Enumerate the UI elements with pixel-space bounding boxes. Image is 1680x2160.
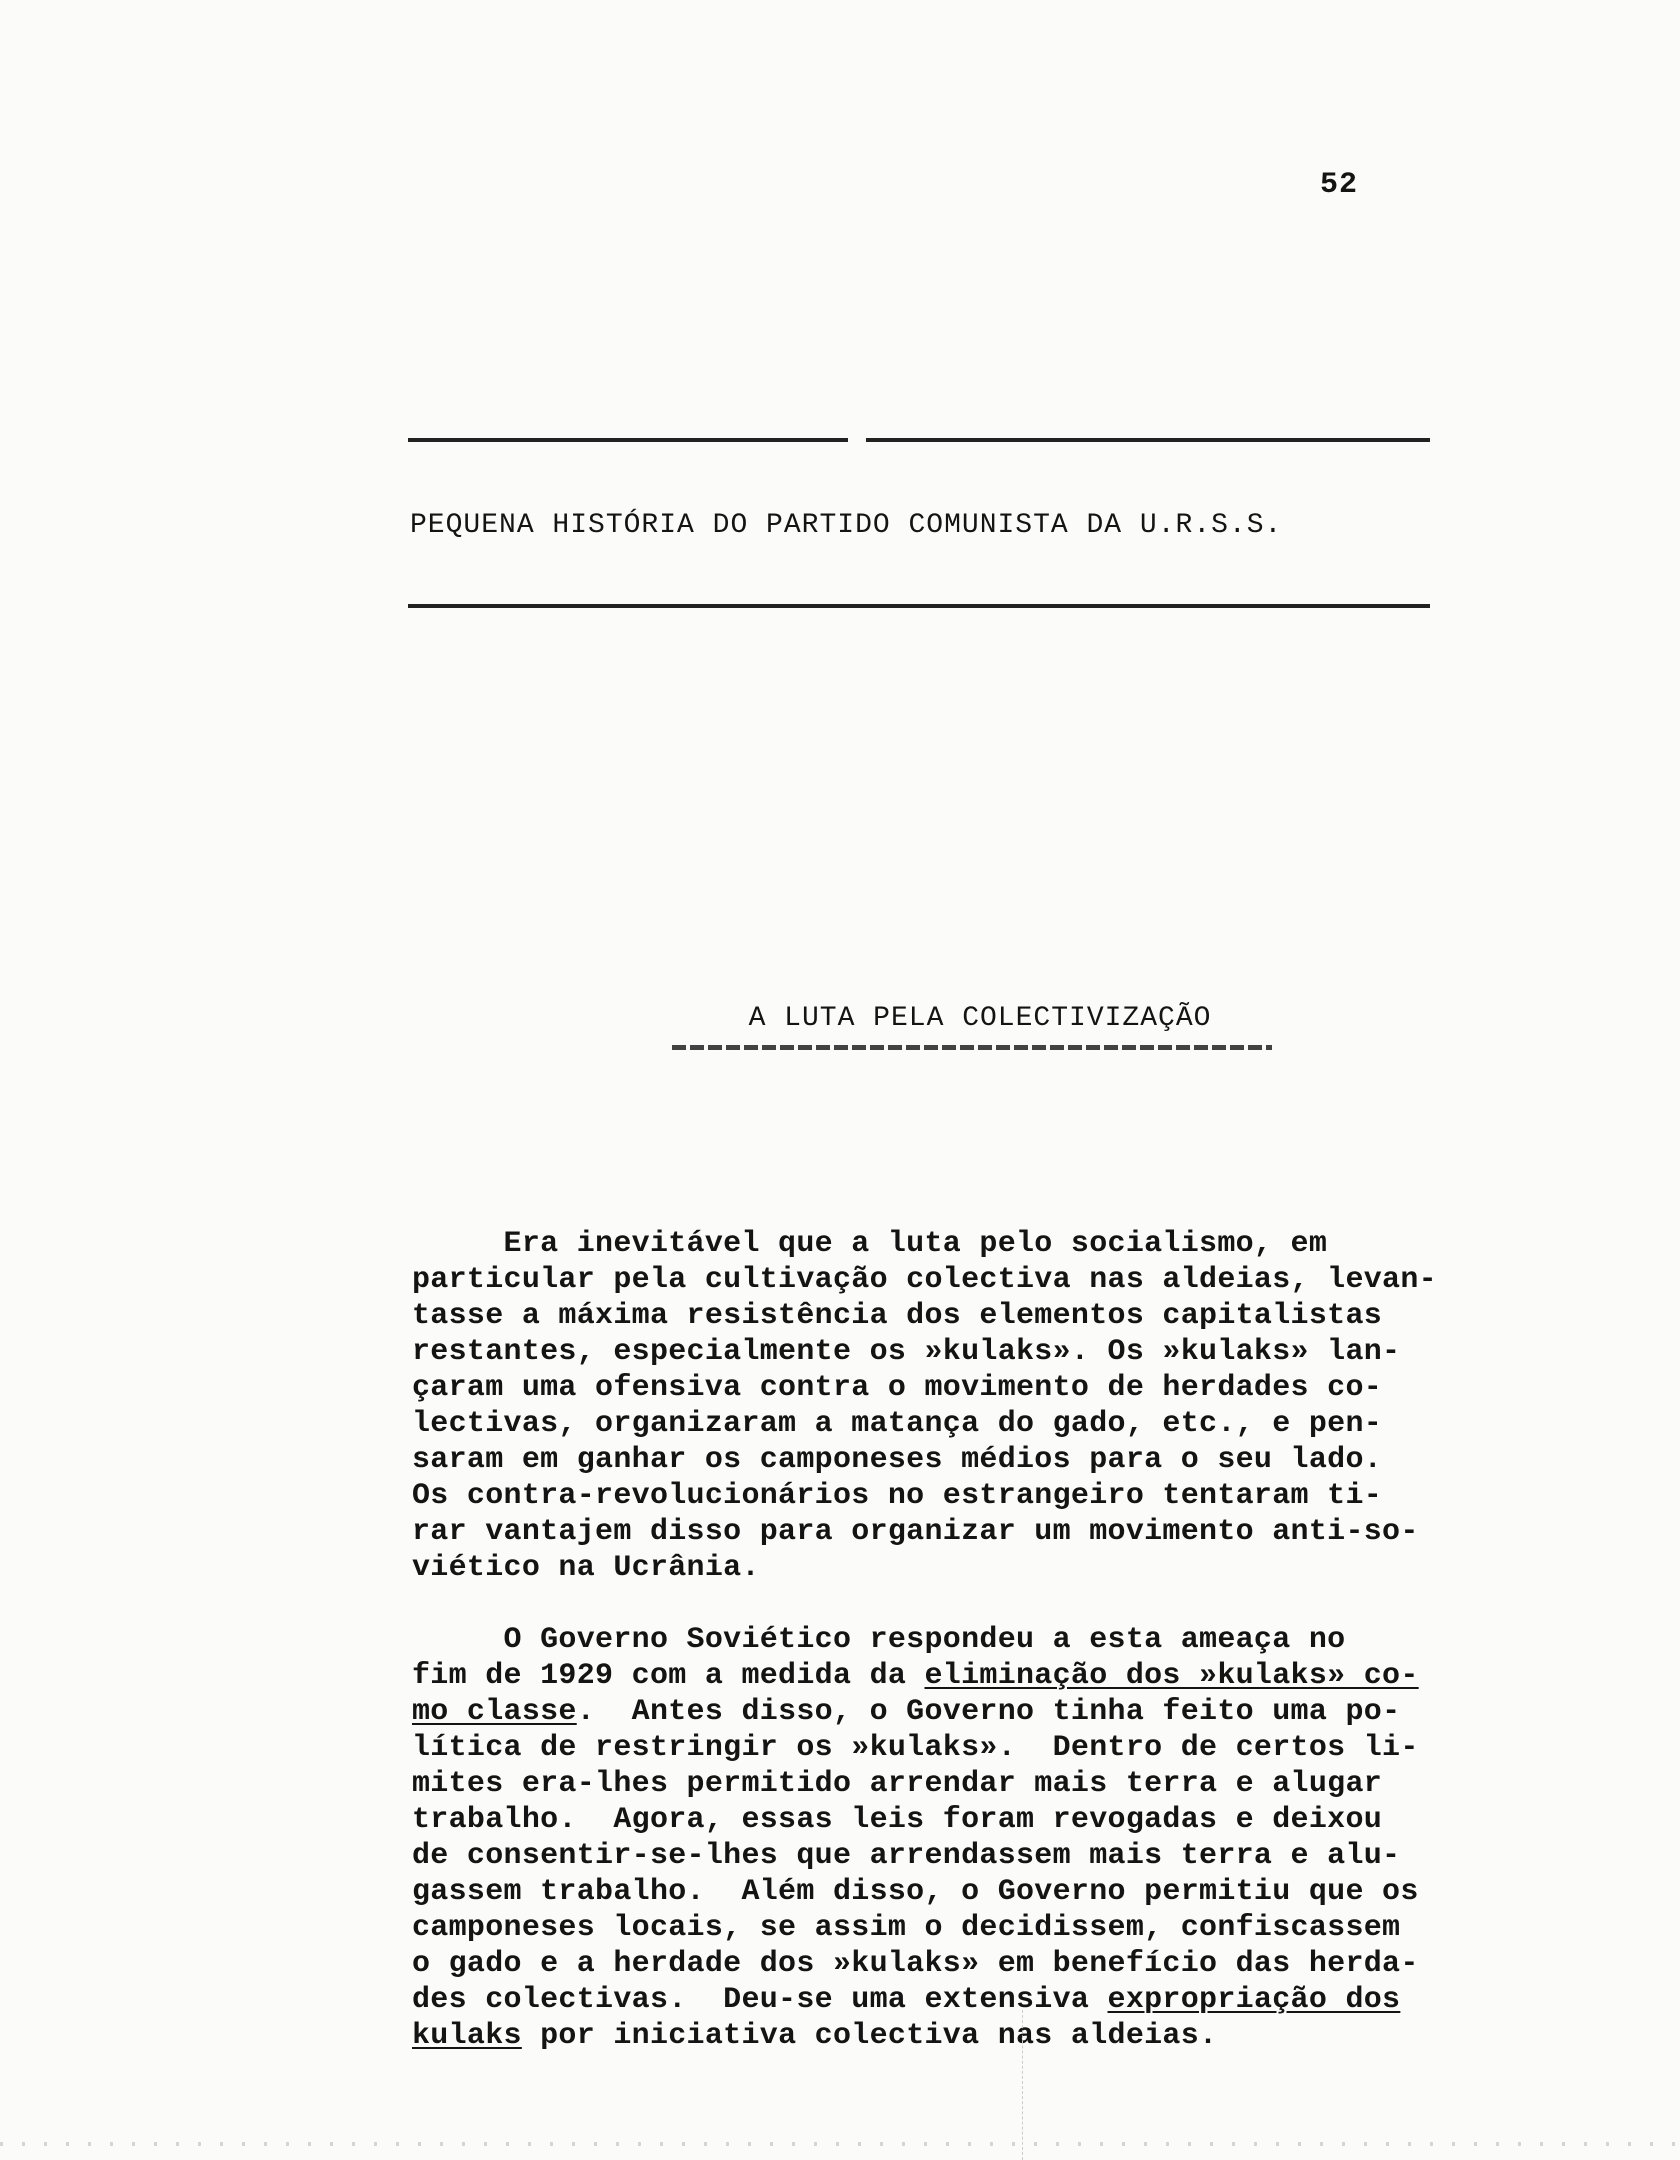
paragraph-line: de consentir-se-lhes que arrendassem mais terra e alu- (412, 1839, 1401, 1873)
paragraph-line (412, 2018, 1512, 2054)
paragraph-line (412, 1694, 1512, 1730)
page-number: 52 (1320, 168, 1359, 202)
paragraph-2 (412, 1622, 1512, 2054)
paragraph-line: particular pela cultivação colectiva nas aldeias, levan- (412, 1263, 1437, 1297)
paragraph-line: saram em ganhar os camponeses médios para o seu lado. (412, 1443, 1383, 1477)
scan-fold-mark (1022, 2010, 1023, 2160)
scan-edge-noise (0, 2142, 1680, 2146)
paragraph-line: viético na Ucrânia. (412, 1551, 760, 1585)
paragraph-line (412, 1658, 1512, 1694)
paragraph-line (412, 1982, 1512, 2018)
underlined-phrase: eliminação dos »kulaks» co- (924, 1659, 1419, 1693)
paragraph-line: lectivas, organizaram a matança do gado, etc., e pen- (412, 1407, 1383, 1441)
heading-underline (672, 1045, 1272, 1050)
line-text: por iniciativa colectiva nas aldeias. (521, 2019, 1218, 2053)
line-text: des colectivas. Deu-se uma extensiva (412, 1983, 1108, 2017)
underlined-phrase: kulaks (412, 2019, 522, 2053)
chapter-heading: A LUTA PELA COLECTIVIZAÇÃO (748, 1003, 1212, 1034)
underlined-phrase: mo classe (412, 1695, 577, 1729)
paragraph-line: Era inevitável que a luta pelo socialismo, em (412, 1227, 1328, 1261)
paragraph-line: camponeses locais, se assim o decidissem, confiscassem (412, 1911, 1401, 1945)
line-text: fim de 1929 com a medida da (412, 1659, 925, 1693)
paragraph-line: trabalho. Agora, essas leis foram revogadas e deixou (412, 1803, 1383, 1837)
series-title: PEQUENA HISTÓRIA DO PARTIDO COMUNISTA DA U.R.S.S. (410, 510, 1283, 541)
top-rule-right (866, 438, 1430, 442)
paragraph-line: lítica de restringir os »kulaks». Dentro de certos li- (412, 1731, 1419, 1765)
paragraph-line: rar vantajem disso para organizar um movimento anti-so- (412, 1515, 1419, 1549)
paragraph-1 (412, 1226, 1512, 1586)
top-rule-left (408, 438, 848, 442)
paragraph-line: mites era-lhes permitido arrendar mais terra e alugar (412, 1767, 1383, 1801)
line-text: . Antes disso, o Governo tinha feito uma po- (576, 1695, 1401, 1729)
paragraph-line: gassem trabalho. Além disso, o Governo permitiu que os (412, 1875, 1419, 1909)
paragraph-line: restantes, especialmente os »kulaks». Os »kulaks» lan- (412, 1335, 1401, 1369)
underlined-phrase: expropriação dos (1107, 1983, 1401, 2017)
paragraph-line: O Governo Soviético respondeu a esta ameaça no (412, 1623, 1346, 1657)
paragraph-line: Os contra-revolucionários no estrangeiro tentaram ti- (412, 1479, 1383, 1513)
paragraph-line: o gado e a herdade dos »kulaks» em benefício das herda- (412, 1947, 1419, 1981)
paragraph-line: tasse a máxima resistência dos elementos capitalistas (412, 1299, 1383, 1333)
bottom-rule (408, 604, 1430, 608)
paragraph-line: çaram uma ofensiva contra o movimento de herdades co- (412, 1371, 1383, 1405)
